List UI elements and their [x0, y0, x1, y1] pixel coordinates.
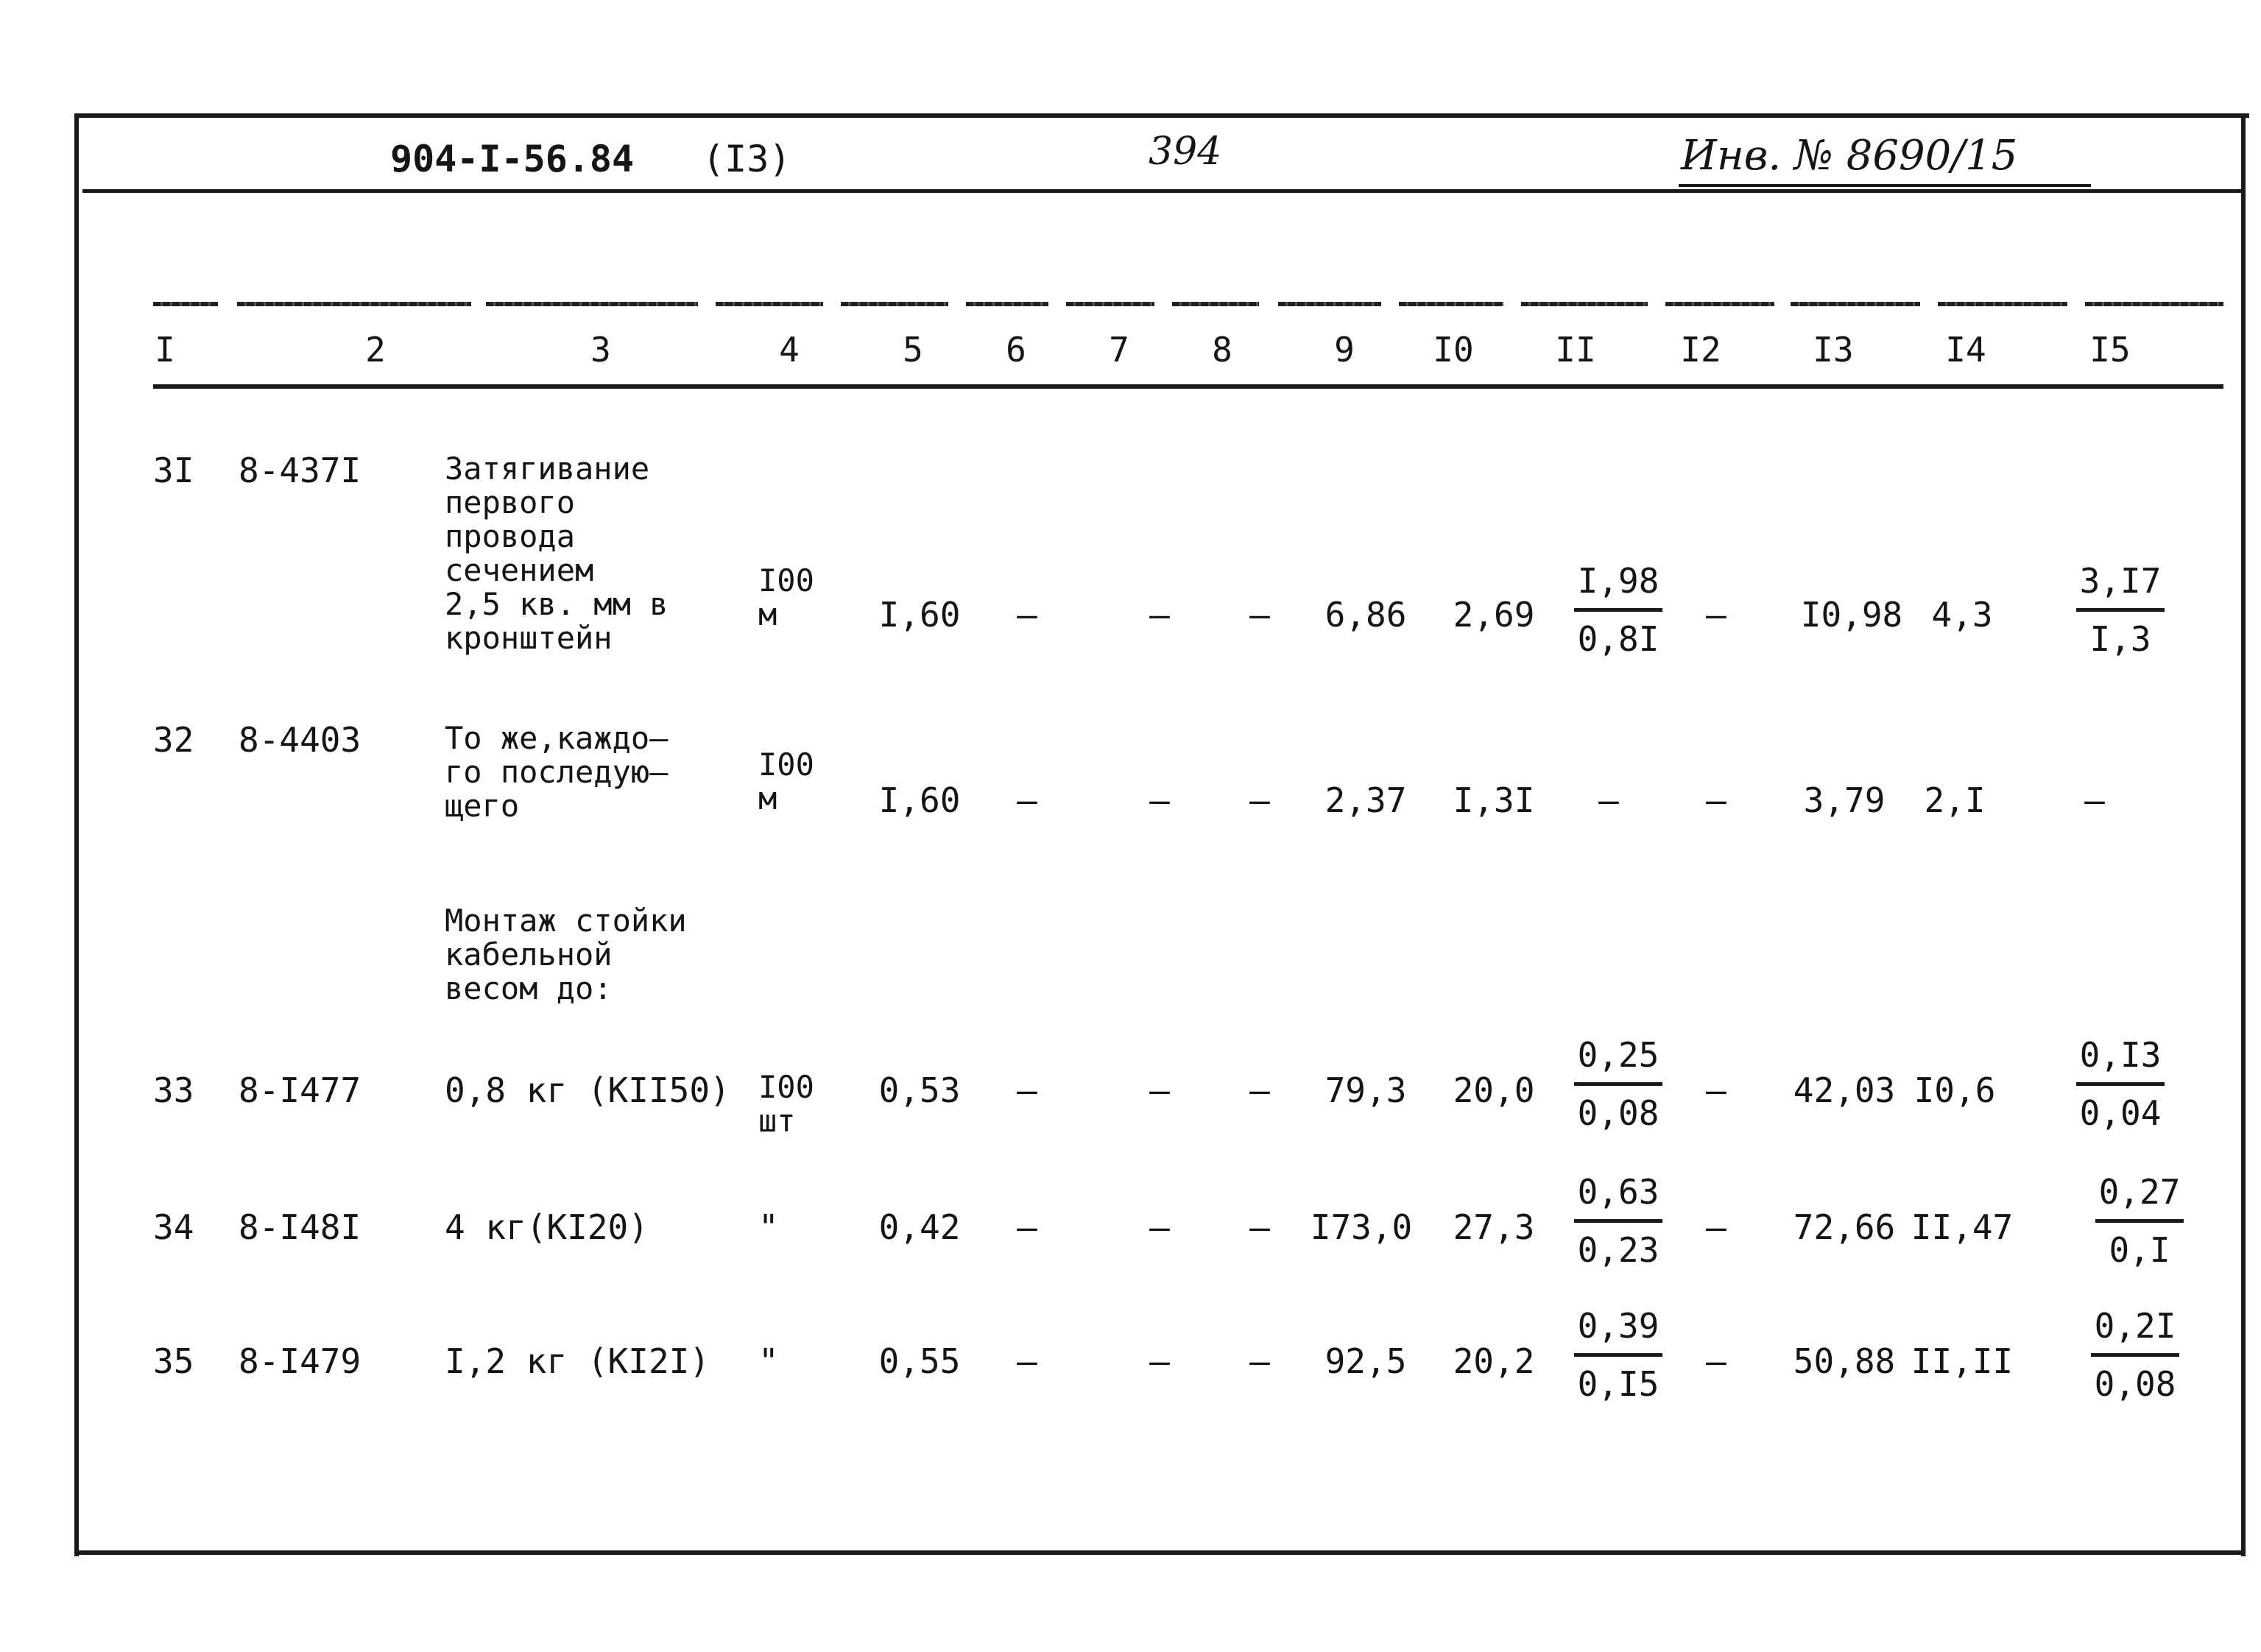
column-number: I3: [1813, 330, 1854, 370]
col10-value: 20,0: [1453, 1070, 1535, 1110]
unit: I00 м: [758, 562, 814, 632]
frame-top-border: [77, 113, 2249, 118]
col7-value: –: [1149, 1070, 1170, 1110]
col14-value: II,47: [1911, 1207, 2014, 1247]
col13-value: 50,88: [1793, 1341, 1896, 1381]
header-rule-bottom: [153, 384, 2223, 389]
col6-value: –: [1017, 595, 1037, 635]
col13-value: 42,03: [1793, 1070, 1896, 1110]
frame-bottom-border: [74, 1550, 2246, 1555]
col14-value: 2,I: [1924, 780, 1986, 820]
column-number: I2: [1680, 330, 1721, 370]
col11-fraction: [1559, 561, 1677, 659]
col5-value: 0,55: [878, 1341, 961, 1381]
fraction-numerator: 0,27: [2098, 1172, 2181, 1212]
unit-ditto: ": [758, 1207, 779, 1247]
col5-value: 0,42: [878, 1207, 961, 1247]
col8-value: –: [1249, 1070, 1270, 1110]
fraction-numerator: 0,I3: [2079, 1035, 2162, 1075]
document-code: 904-I-56.84: [390, 138, 635, 180]
page-number: 394: [1149, 130, 1222, 174]
header-rule-segment: [237, 302, 471, 306]
column-number: 8: [1212, 330, 1232, 370]
column-number: I4: [1945, 330, 1986, 370]
col5-value: 0,53: [878, 1070, 961, 1110]
col15-value: –: [2084, 780, 2105, 820]
header-rule-segment: [1791, 302, 1920, 306]
header-rule-segment: [1278, 302, 1381, 306]
column-number: 3: [590, 330, 611, 370]
col6-value: –: [1017, 780, 1037, 820]
header-divider: [82, 189, 2246, 193]
col6-value: –: [1017, 1341, 1037, 1381]
frame-right-border: [2241, 113, 2246, 1556]
header-rule-segment: [841, 302, 948, 306]
column-number: I5: [2089, 330, 2131, 370]
header-rule-segment: [2085, 302, 2223, 306]
work-description: I,2 кг (КI2I): [445, 1341, 710, 1381]
col11-fraction: [1559, 1035, 1677, 1133]
header-rule-segment: [966, 302, 1048, 306]
header-rule-segment: [1521, 302, 1648, 306]
fraction-denominator: 0,I5: [1577, 1364, 1659, 1404]
row-number: 3I: [153, 451, 194, 490]
header-rule-segment: [716, 302, 823, 306]
col7-value: –: [1149, 1341, 1170, 1381]
fraction-numerator: 0,63: [1577, 1172, 1659, 1212]
col8-value: –: [1249, 595, 1270, 635]
column-number: 5: [903, 330, 923, 370]
col12-value: –: [1706, 1207, 1726, 1247]
unit-ditto: ": [758, 1341, 779, 1381]
fraction-numerator: 3,I7: [2079, 561, 2162, 601]
col7-value: –: [1149, 595, 1170, 635]
row-number: 32: [153, 720, 194, 760]
col11-fraction: [1559, 1306, 1677, 1404]
col14-value: 4,3: [1931, 595, 1993, 635]
col9-value: 2,37: [1324, 780, 1407, 820]
rate-code: 8-437I: [239, 451, 361, 490]
column-number: 6: [1006, 330, 1026, 370]
column-number: 2: [365, 330, 386, 370]
col8-value: –: [1249, 1341, 1270, 1381]
rate-code: 8-4403: [239, 720, 361, 760]
column-number: I: [155, 330, 175, 370]
col13-value: I0,98: [1800, 595, 1903, 635]
col5-value: I,60: [878, 595, 961, 635]
inventory-underline: [1679, 184, 2091, 187]
fraction-numerator: 0,2I: [2094, 1306, 2176, 1346]
unit: I00 шт: [758, 1069, 814, 1139]
col11-fraction: [1559, 1172, 1677, 1270]
col13-value: 3,79: [1803, 780, 1886, 820]
col13-value: 72,66: [1793, 1207, 1896, 1247]
row-number: 34: [153, 1207, 194, 1247]
col10-value: 27,3: [1453, 1207, 1535, 1247]
fraction-denominator: I,3: [2089, 619, 2151, 659]
header-rule-segment: [1172, 302, 1259, 306]
col15-fraction: [2061, 561, 2179, 659]
fraction-numerator: 0,25: [1577, 1035, 1659, 1075]
col12-value: –: [1706, 1070, 1726, 1110]
rate-code: 8-I479: [239, 1341, 361, 1381]
fraction-denominator: 0,04: [2079, 1093, 2162, 1133]
header-rule-segment: [486, 302, 698, 306]
col9-value: I73,0: [1310, 1207, 1413, 1247]
work-description: То же,каждо– го последую– щего: [445, 720, 669, 824]
row-number: 33: [153, 1070, 194, 1110]
column-number: I0: [1433, 330, 1474, 370]
inventory-number: Инв. № 8690/15: [1681, 132, 2018, 180]
work-description: 0,8 кг (КII50): [445, 1070, 730, 1110]
header-rule-segment: [1066, 302, 1154, 306]
col10-value: I,3I: [1453, 780, 1535, 820]
col5-value: I,60: [878, 780, 961, 820]
section-heading: Монтаж стойки кабельной весом до:: [445, 903, 687, 1006]
col6-value: –: [1017, 1207, 1037, 1247]
col9-value: 79,3: [1324, 1070, 1407, 1110]
frame-left-border: [74, 113, 79, 1556]
header-rule-segment: [153, 302, 218, 306]
sheet-number: (I3): [702, 138, 791, 180]
fraction-numerator: 0,39: [1577, 1306, 1659, 1346]
fraction-denominator: 0,08: [1577, 1093, 1659, 1133]
col9-value: 92,5: [1324, 1341, 1407, 1381]
header-rule-segment: [1665, 302, 1774, 306]
header-rule-segment: [1399, 302, 1503, 306]
work-description: Затягивание первого провода сечением 2,5 кв. мм в кронштейн: [445, 451, 669, 656]
col6-value: –: [1017, 1070, 1037, 1110]
col15-fraction: [2061, 1035, 2179, 1133]
col12-value: –: [1706, 780, 1726, 820]
col15-fraction: [2081, 1172, 2198, 1270]
fraction-denominator: 0,8I: [1577, 619, 1659, 659]
col12-value: –: [1706, 595, 1726, 635]
fraction-denominator: 0,08: [2094, 1364, 2176, 1404]
col9-value: 6,86: [1324, 595, 1407, 635]
col7-value: –: [1149, 1207, 1170, 1247]
col15-fraction: [2076, 1306, 2194, 1404]
col14-value: II,II: [1911, 1341, 2014, 1381]
header-rule-segment: [1938, 302, 2067, 306]
col12-value: –: [1706, 1341, 1726, 1381]
col10-value: 20,2: [1453, 1341, 1535, 1381]
unit: I00 м: [758, 746, 814, 816]
column-number: 9: [1334, 330, 1355, 370]
col14-value: I0,6: [1913, 1070, 1996, 1110]
column-number: 4: [779, 330, 800, 370]
rate-code: 8-I48I: [239, 1207, 361, 1247]
fraction-numerator: I,98: [1577, 561, 1659, 601]
col10-value: 2,69: [1453, 595, 1535, 635]
col7-value: –: [1149, 780, 1170, 820]
col11-value: –: [1598, 780, 1619, 820]
col8-value: –: [1249, 780, 1270, 820]
column-number: 7: [1109, 330, 1129, 370]
fraction-denominator: 0,23: [1577, 1230, 1659, 1270]
row-number: 35: [153, 1341, 194, 1381]
rate-code: 8-I477: [239, 1070, 361, 1110]
work-description: 4 кг(КI20): [445, 1207, 649, 1247]
column-number: II: [1555, 330, 1596, 370]
fraction-denominator: 0,I: [2109, 1230, 2170, 1270]
col8-value: –: [1249, 1207, 1270, 1247]
